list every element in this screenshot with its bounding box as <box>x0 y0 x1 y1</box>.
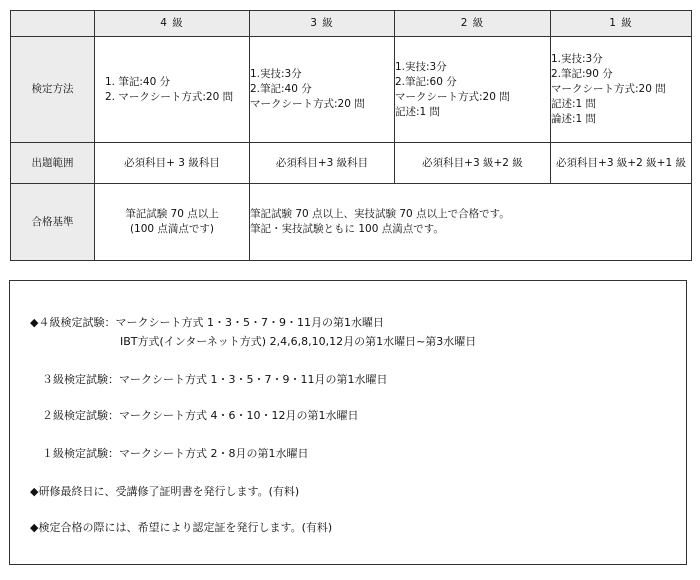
schedule-grade-1: １級検定試験：マークシート方式 2・8月の第1水曜日 <box>42 447 309 460</box>
schedule-grade-2: ２級検定試験：マークシート方式 4・6・10・12月の第1水曜日 <box>42 409 359 422</box>
table-row-scope <box>11 143 692 184</box>
schedule-grade-4-marksheet: ◆４級検定試験：マークシート方式 1・3・5・7・9・11月の第1水曜日 <box>30 316 384 329</box>
scope-grade-2: 必須科目+3 級+2 級 <box>395 143 551 184</box>
header-grade-3: 3 級 <box>250 11 395 37</box>
method-grade-2-line: マークシート方式:20 問 <box>395 90 510 103</box>
method-grade-1-line: マークシート方式:20 問 <box>551 83 666 95</box>
method-grade-1 <box>551 37 692 143</box>
method-grade-3-line: 2.筆記:40 分 <box>250 83 312 95</box>
exam-grade-table <box>10 10 692 261</box>
scope-grade-1: 必須科目+3 級+2 級+1 級 <box>551 143 692 184</box>
pass-grade-4-line: (100 点満点です) <box>129 223 215 235</box>
method-grade-1-line: 2.筆記:90 分 <box>551 68 613 80</box>
method-grade-2-line: 2.筆記:60 分 <box>395 75 457 88</box>
exam-schedule-box <box>9 280 687 565</box>
method-grade-4-line: 2. マークシート方式:20 問 <box>105 90 234 103</box>
header-grade-4: 4 級 <box>95 11 250 37</box>
note-license-certificate: ◆検定合格の際には、希望により認定証を発行します。(有料) <box>30 521 333 534</box>
scope-grade-3: 必須科目+3 級科目 <box>250 143 395 184</box>
pass-grade-4-line: 筆記試験 70 点以上 <box>125 208 219 220</box>
pass-other-line: 筆記・実技試験ともに 100 点満点です。 <box>250 223 444 235</box>
method-grade-3 <box>250 37 395 143</box>
pass-grade-4 <box>95 184 250 261</box>
method-grade-2-line: 1.実技:3分 <box>395 60 447 73</box>
pass-other-line: 筆記試験 70 点以上、実技試験 70 点以上で合格です。 <box>250 208 510 220</box>
table-header-row <box>11 11 692 37</box>
header-grade-1: 1 級 <box>551 11 692 37</box>
method-grade-3-line: マークシート方式:20 問 <box>250 98 365 110</box>
pass-grade-3-2-1 <box>250 184 692 261</box>
schedule-grade-4-ibt: IBT方式(インターネット方式) 2,4,6,8,10,12月の第1水曜日~第3水曜日 <box>120 335 477 348</box>
method-grade-1-line: 論述:1 問 <box>551 113 597 125</box>
row-label-method: 検定方法 <box>11 37 95 143</box>
method-grade-1-line: 1.実技:3分 <box>551 53 603 65</box>
schedule-grade-3: ３級検定試験：マークシート方式 1・3・5・7・9・11月の第1水曜日 <box>42 373 388 386</box>
method-grade-2-line: 記述:1 問 <box>395 105 441 118</box>
table-row-pass <box>11 184 692 261</box>
row-label-scope: 出題範囲 <box>11 143 95 184</box>
method-grade-2 <box>395 37 551 143</box>
table-row-method <box>11 37 692 143</box>
note-completion-certificate: ◆研修最終日に、受講修了証明書を発行します。(有料) <box>30 485 300 498</box>
row-label-pass: 合格基準 <box>11 184 95 261</box>
scope-grade-4: 必須科目+ 3 級科目 <box>95 143 250 184</box>
header-grade-2: 2 級 <box>395 11 551 37</box>
method-grade-1-line: 記述:1 問 <box>551 98 597 110</box>
method-grade-4 <box>95 37 250 143</box>
method-grade-4-line: 1. 筆記:40 分 <box>105 75 171 88</box>
method-grade-3-line: 1.実技:3分 <box>250 68 302 80</box>
table-corner-cell <box>11 11 95 37</box>
